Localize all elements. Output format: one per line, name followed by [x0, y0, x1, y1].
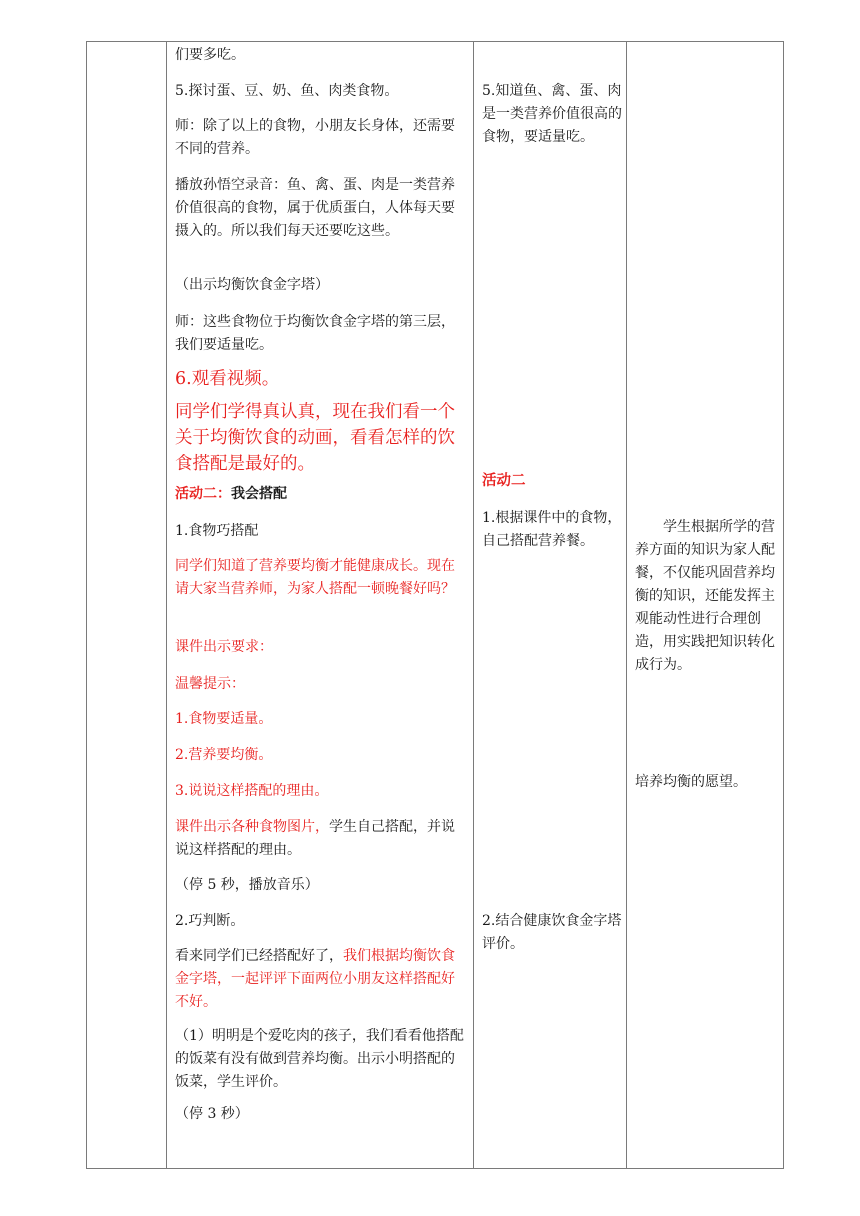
- activity-2-label: 活动二: [482, 473, 526, 489]
- table-column-teaching-process: [167, 42, 474, 1168]
- pyramid-note: （出示均衡饮食金字塔）: [175, 277, 329, 293]
- sub-step-1: 1.食物巧搭配: [175, 523, 259, 539]
- table-column-student-activity: [474, 42, 627, 1168]
- design-intent-text-2: 培养均衡的愿望。: [635, 774, 747, 790]
- tip-2: 2.营养要均衡。: [175, 747, 273, 763]
- step-6-title: 6.观看视频。: [175, 369, 280, 389]
- table-column-1: [87, 42, 167, 1168]
- tip-1: 1.食物要适量。: [175, 711, 273, 727]
- video-intro: 同学们学得真认真，现在我们看一个关于均衡饮食的动画，看看怎样的饮食搭配是最好的。: [175, 402, 455, 474]
- food-picture-note: 课件出示各种食物图片，学生自己搭配，并说说这样搭配的理由。: [175, 819, 455, 858]
- tip-3: 3.说说这样搭配的理由。: [175, 783, 329, 799]
- text-line: 们要多吃。: [175, 47, 245, 63]
- tip-label: 温馨提示：: [175, 676, 245, 692]
- sub-step-2: 2.巧判断。: [175, 913, 245, 929]
- pause-note-2: （停 3 秒）: [175, 1106, 249, 1122]
- audio-note: 播放孙悟空录音：鱼、禽、蛋、肉是一类营养价值很高的食物，属于优质蛋白，人体每天要摄入的。所以我们每天还要吃这些。: [175, 177, 455, 239]
- activity-2-heading: 活动二：我会搭配: [175, 486, 287, 502]
- student-activity-5: 5.知道鱼、禽、蛋、肉是一类营养价值很高的食物，要适量吃。: [482, 83, 622, 145]
- pause-note-1: （停 5 秒，播放音乐）: [175, 877, 319, 893]
- requirement-label: 课件出示要求：: [175, 639, 273, 655]
- student-activity-6-2: 2.结合健康饮食金字塔评价。: [482, 913, 622, 952]
- task-instruction: 同学们知道了营养要均衡才能健康成长。现在请大家当营养师，为家人搭配一顿晚餐好吗？: [175, 558, 455, 597]
- teacher-remark: 师：除了以上的食物，小朋友长身体，还需要不同的营养。: [175, 118, 455, 157]
- step-5-title: 5.探讨蛋、豆、奶、鱼、肉类食物。: [175, 83, 399, 99]
- lesson-plan-table: [86, 41, 784, 1169]
- design-intent-text: 学生根据所学的营养方面的知识为家人配餐，不仅能巩固营养均衡的知识，还能发挥主观能动性进行合理创造，用实践把知识转化成行为。: [635, 519, 775, 673]
- table-column-design-intent: [627, 42, 783, 1168]
- teacher-remark-2: 师：这些食物位于均衡饮食金字塔的第三层，我们要适量吃。: [175, 314, 455, 353]
- judge-instruction: 看来同学们已经搭配好了，我们根据均衡饮食金字塔，一起评评下面两位小朋友这样搭配好不好。: [175, 948, 455, 1010]
- case-1: （1）明明是个爱吃肉的孩子，我们看看他搭配的饭菜有没有做到营养均衡。出示小明搭配的饭菜，学生评价。: [175, 1028, 464, 1090]
- student-activity-6-1: 1.根据课件中的食物，自己搭配营养餐。: [482, 510, 622, 549]
